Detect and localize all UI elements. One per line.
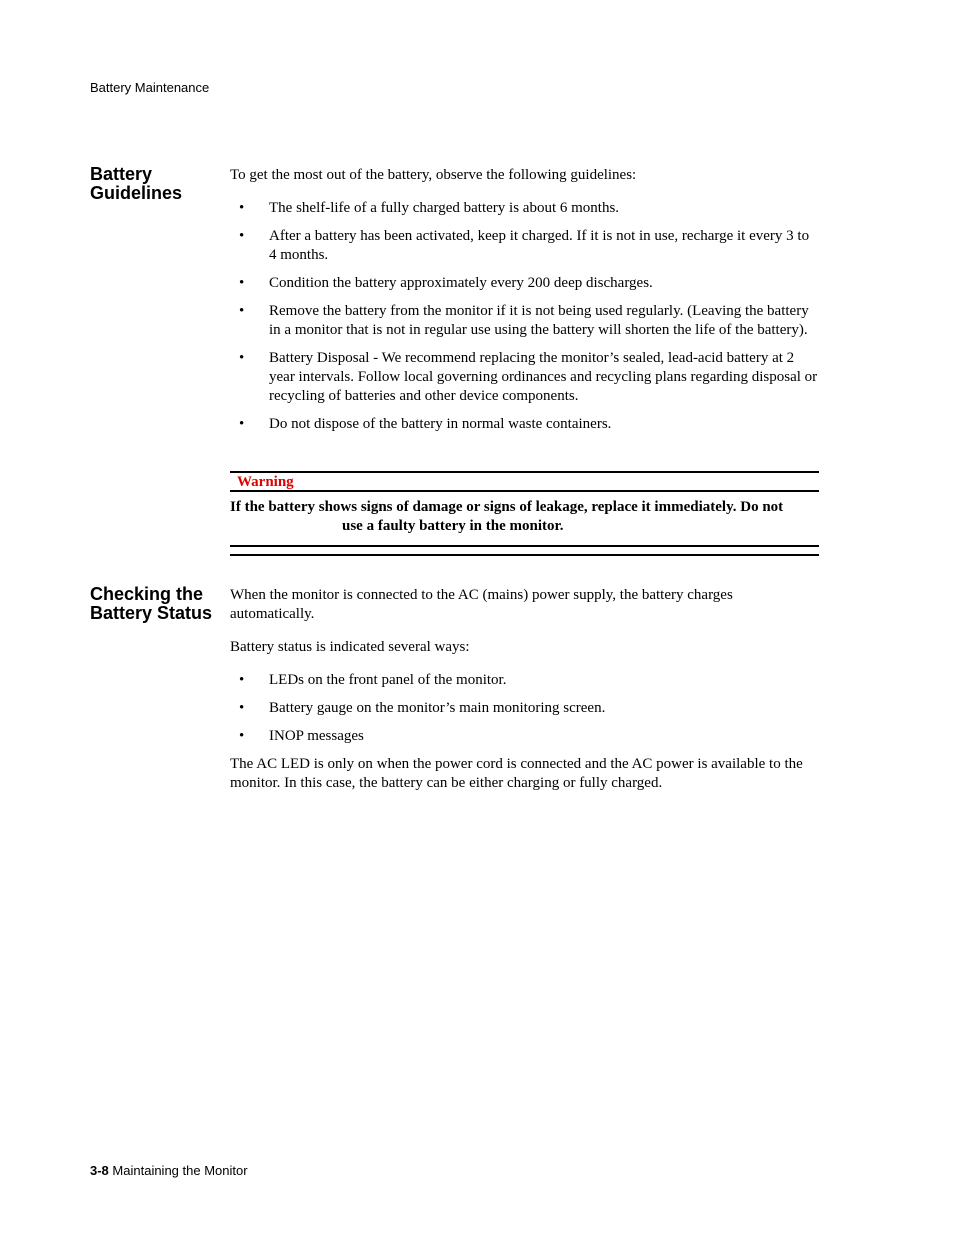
list-item: [230, 199, 820, 218]
status-list: [230, 671, 820, 746]
list-item-text: INOP messages: [269, 728, 364, 744]
bullet-icon: •: [239, 200, 245, 216]
guidelines-intro: To get the most out of the battery, observe the following guidelines:: [230, 167, 637, 183]
checking-battery-status-body: [230, 586, 820, 807]
running-header: Battery Maintenance: [90, 80, 210, 95]
chapter-title: Maintaining the Monitor: [112, 1163, 248, 1178]
bullet-icon: •: [239, 275, 245, 291]
bullet-icon: •: [239, 416, 245, 432]
status-para-3: The AC LED is only on when the power cord is connected and the AC power is available to the monitor. In this case, the battery can be either charging or fully charged.: [230, 756, 803, 791]
list-item: [230, 671, 820, 690]
list-item: [230, 727, 820, 746]
list-item-text: After a battery has been activated, keep it charged. If it is not in use, recharge it every 3 to 4 months.: [269, 228, 810, 263]
bullet-icon: •: [239, 672, 245, 688]
list-item-text: Battery Disposal - We recommend replacing the monitor’s sealed, lead-acid battery at 2 year intervals. Follow local governing ordinances and recycling plans regarding disposal or recycling of batteries and other device components.: [269, 350, 818, 404]
list-item: [230, 274, 820, 293]
list-item-text: The shelf-life of a fully charged battery is about 6 months.: [269, 200, 620, 216]
list-item-text: Condition the battery approximately every 200 deep discharges.: [269, 275, 653, 291]
warning-text: [230, 492, 819, 536]
list-item: [230, 349, 820, 406]
warning-bottom-rule: [230, 545, 819, 547]
warning-text-line1: If the battery shows signs of damage or signs of leakage, replace it immediately. Do not: [230, 499, 784, 515]
bullet-icon: •: [239, 228, 245, 244]
list-item-text: Remove the battery from the monitor if it is not being used regularly. (Leaving the battery in a monitor that is not in regular use using the battery will shorten the life of the battery).: [269, 303, 809, 338]
list-item-text: LEDs on the front panel of the monitor.: [269, 672, 507, 688]
page-footer: [90, 1163, 248, 1178]
bullet-icon: •: [239, 700, 245, 716]
list-item-text: Do not dispose of the battery in normal waste containers.: [269, 416, 612, 432]
list-item-text: Battery gauge on the monitor’s main monitoring screen.: [269, 700, 606, 716]
bullet-icon: •: [239, 303, 245, 319]
page-number: 3-8: [90, 1163, 109, 1178]
status-para-1: When the monitor is connected to the AC (mains) power supply, the battery charges automatically.: [230, 587, 733, 622]
list-item: [230, 415, 820, 434]
checking-battery-status-heading: Checking the Battery Status: [90, 584, 213, 623]
warning-box: [230, 471, 819, 556]
status-para-2: Battery status is indicated several ways:: [230, 639, 470, 655]
battery-guidelines-heading: Battery Guidelines: [90, 164, 183, 203]
list-item: [230, 302, 820, 340]
list-item: [230, 227, 820, 265]
warning-bottom-rule: [230, 554, 819, 556]
warning-label: Warning: [237, 474, 294, 490]
warning-text-line2: use a faulty battery in the monitor.: [342, 518, 564, 534]
battery-guidelines-body: [230, 166, 820, 443]
bullet-icon: •: [239, 350, 245, 366]
list-item: [230, 699, 820, 718]
guidelines-list: [230, 199, 820, 434]
bullet-icon: •: [239, 728, 245, 744]
